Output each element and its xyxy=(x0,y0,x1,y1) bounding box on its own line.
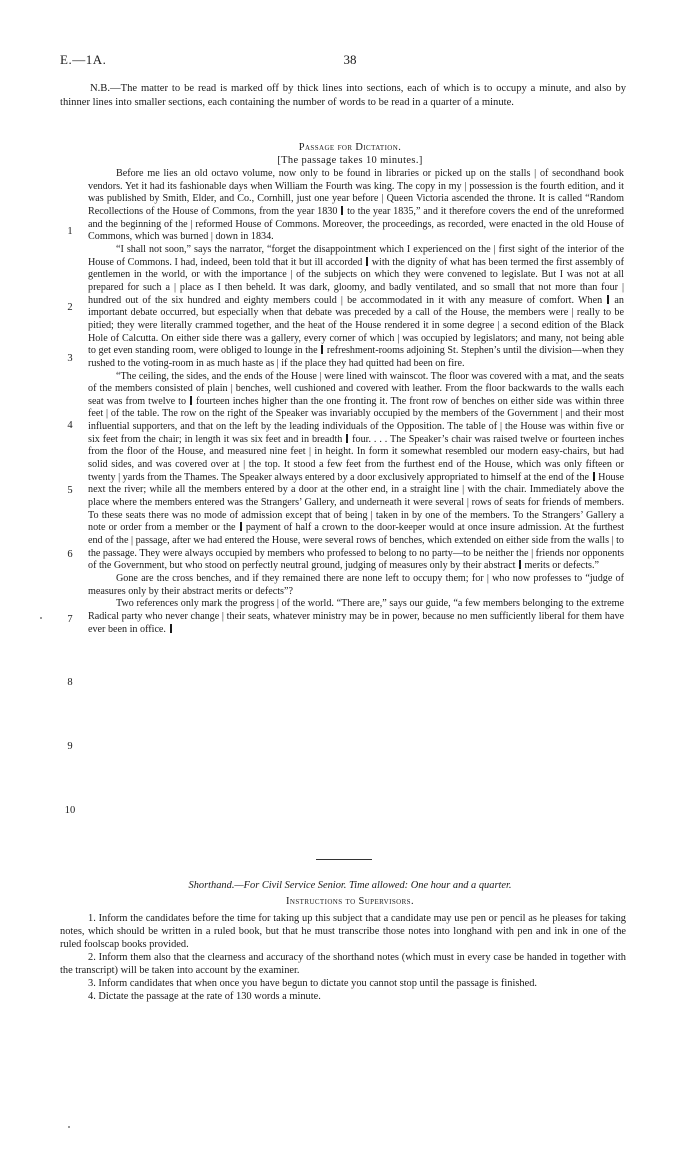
minute-marker: 5 xyxy=(67,485,73,496)
instruction-note: N.B.—The matter to be read is marked off by thick lines into sections, each of which is to occupy a minute, and also by thinner lines into smaller sections, each containing the number of words to be read in a quarter of a minute. xyxy=(60,83,626,108)
minute-marker: 7 xyxy=(67,614,73,625)
minute-section-marker xyxy=(607,295,609,304)
passage-paragraph: “I shall not soon,” says the narrator, “forget the disappointment which I experienced on the | first sight of the interior of the House of Commons. I had, indeed, been told that it but ill accorded with the dignity of what has been termed the first assembly of gentlemen in the world, or with the importance | of the subjects on which they were convened to legislate. But I was not at all prepared for such a | place as I then beheld. It was dark, gloomy, and badly ventilated, and so small that not more than four | hundred out of the six hundred and eighty members could | be accommodated in it with any measure of comfort. When an important debate occurred, but especially when that debate was preceded by a call of the House, the members were | really to be pitied; they were literally crammed together, and the heat of the House rendered it in some degree | a second edition of the Black Hole of Calcutta. On either side there was a gallery, every corner of which | was occupied by legislators; and many, not being able to get even standing room, were obliged to lounge in the refreshment-rooms adjoining St. Stephen’s until the division—when they rushed to the voting-room in as much haste as | if the place they had quitted had been on fire. xyxy=(88,243,624,369)
minute-marker: 8 xyxy=(67,677,73,688)
minute-section-marker xyxy=(366,257,368,266)
minute-marker: 4 xyxy=(67,420,73,431)
passage-paragraph: “The ceiling, the sides, and the ends of the House | were lined with wainscot. The floor was covered with a mat, and the seats of the members consisted of plain | benches, well cushioned and covered with leather. From the floor backwards to the walls each seat was from twelve to fourteen inches higher than the one fronting it. The front row of benches on either side was within three feet | of the table. The row on the right of the Speaker was invariably occupied by the members of the Government | and their most influential supporters, and that on the left by the leading individuals of the Opposition. The table of | the House was within five or six feet from the chair; in length it was six feet and in breadth four. . . . The Speaker’s chair was raised twelve or fourteen inches from the floor of the House, and measured nine feet | in height. In form it somewhat resembled our modern easy-chairs, but had solid sides, and was covered over at | the top. It stood a few feet from the furthest end of the House, which was only fifteen or twenty | yards from the Thames. The Speaker always entered by a door exclusively appropriated to himself at the end of the House next the river; while all the members entered by a door at the other end, in a straight line | with the chair. Immediately above the place where the members entered was the Strangers’ Gallery, and underneath it were several | rows of seats for friends of members. To these seats there was no mode of admission except that of being | taken in by one of the members. To the Strangers’ Gallery a note or order from a member or the payment of half a crown to the door-keeper would at once insure admission. At the furthest end of the | passage, after we had entered the House, were several rows of benches, which extended on either side from the walls | to the passage. They were always occupied by members who professed to belong to no party—to be neither the | friends nor opponents of the Government, but who stood on perfectly neutral ground, judging of measures only by their abstract merits or defects.” xyxy=(88,370,624,572)
dictation-passage xyxy=(88,168,624,636)
minute-marker: 6 xyxy=(67,549,73,560)
minute-marker: 9 xyxy=(67,741,73,752)
print-speck xyxy=(40,617,42,619)
shorthand-heading: Shorthand.—For Civil Service Senior. Time allowed: One hour and a quarter. xyxy=(188,880,512,891)
minute-section-marker xyxy=(593,472,595,481)
instructions-title: Instructions to Supervisors. xyxy=(286,896,414,907)
minute-section-marker xyxy=(321,345,323,354)
minute-section-marker xyxy=(190,396,192,405)
section-subtitle: [The passage takes 10 minutes.] xyxy=(277,155,423,166)
section-divider xyxy=(316,859,372,860)
passage-paragraph: Before me lies an old octavo volume, now only to be found in libraries or picked up on the stalls | of secondhand book vendors. Yet it had its fashionable days when William the Fourth was king. The copy in my | possession is the fourth edition, and it was published by Smith, Elder, and Co., Cornhill, just one year before | Queen Victoria ascended the throne. It is called “Random Recollections of the House of Commons, from the year 1830 to the year 1835,” and it therefore covers the end of the unreformed and the beginning of the | reformed House of Commons. Moreover, the proceedings, as recorded, were enacted in the old House of Commons, which was burned | down in 1834. xyxy=(88,168,624,243)
instruction-item: 2. Inform them also that the clearness and accuracy of the shorthand notes (which must in every case be handed in together with the transcript) will be taken into account by the examiner. xyxy=(60,952,626,976)
instruction-item: 4. Dictate the passage at the rate of 130 words a minute. xyxy=(88,991,321,1002)
page-number: 38 xyxy=(343,52,357,67)
minute-section-marker xyxy=(240,522,242,531)
minute-section-marker xyxy=(346,434,348,443)
minute-marker: 10 xyxy=(64,805,76,816)
page-reference: E.—1A. xyxy=(60,52,107,67)
passage-paragraph: Two references only mark the progress | of the world. “There are,” says our guide, “a few members belonging to the extreme Radical party who never change | their seats, whatever ministry may be in power, because no men sufficiently liberal for them have ever been in office. xyxy=(88,598,624,635)
section-title: Passage for Dictation. xyxy=(298,142,402,153)
supervisor-instructions xyxy=(60,912,626,1003)
instruction-item: 3. Inform candidates that when once you have begun to dictate you cannot stop until the passage is finished. xyxy=(88,978,537,989)
print-speck xyxy=(68,1126,70,1128)
passage-paragraph: Gone are the cross benches, and if they remained there are none left to occupy them; for | who now professes to “judge of measures only by their abstract merits or defects”? xyxy=(88,573,624,597)
instruction-item: 1. Inform the candidates before the time for taking up this subject that a candidate may use pen or pencil as he pleases for taking notes, which should be written in a ruled book, but that he must transcribe those notes into longhand with pen and ink in one of the ruled foolscap books provided. xyxy=(60,913,626,950)
minute-section-marker xyxy=(170,624,172,633)
minute-marker: 2 xyxy=(67,302,73,313)
minute-section-marker xyxy=(341,206,343,215)
minute-marker: 1 xyxy=(67,226,73,237)
minute-section-marker xyxy=(519,560,521,569)
minute-marker: 3 xyxy=(67,353,73,364)
